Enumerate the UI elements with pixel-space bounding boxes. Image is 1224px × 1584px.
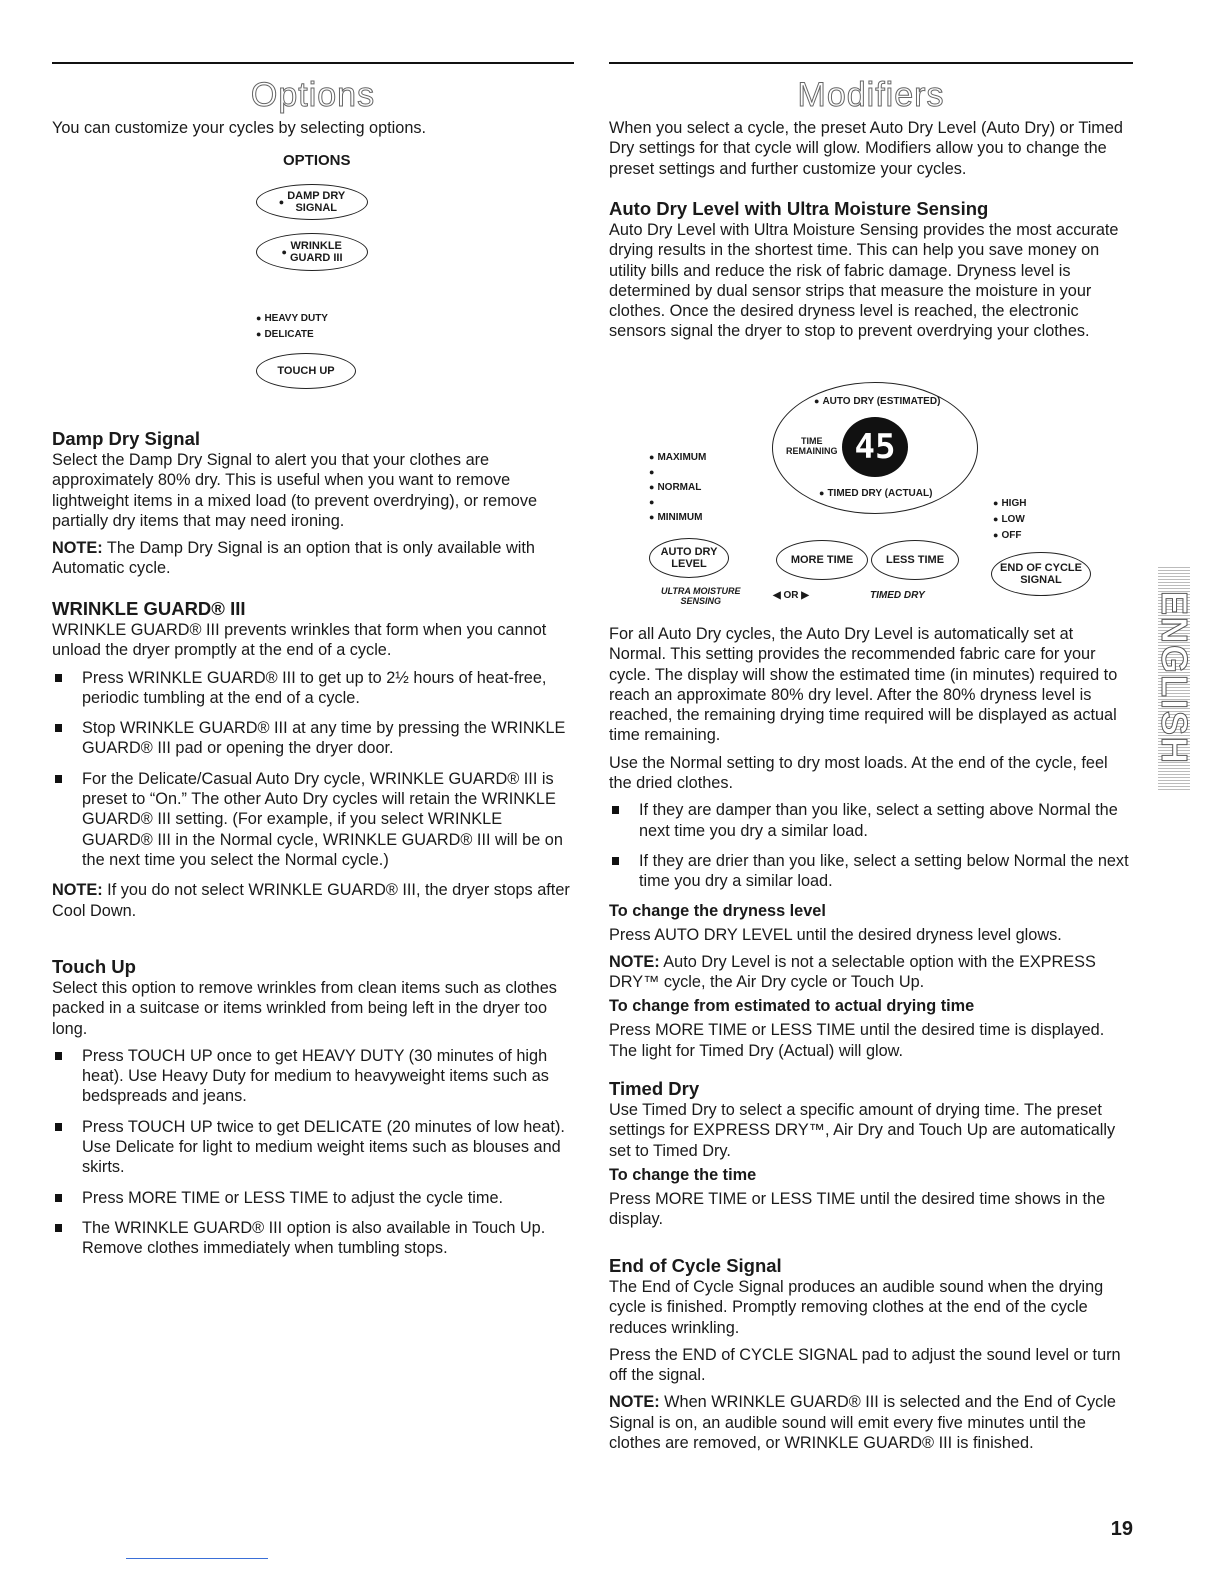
ultra-moisture-label bbox=[661, 586, 741, 606]
footer-link-line bbox=[126, 1558, 268, 1559]
change-time-heading: To change the time bbox=[609, 1165, 757, 1184]
time-line2: REMAINING bbox=[786, 446, 838, 456]
damp-dry-note bbox=[52, 538, 574, 579]
end-of-cycle-signal-button[interactable] bbox=[991, 552, 1091, 596]
note-text: If you do not select WRINKLE GUARD® III, the dryer stops after Cool Down. bbox=[52, 881, 570, 920]
level-minimum: ● MINIMUM bbox=[649, 512, 702, 523]
adl-line2: LEVEL bbox=[671, 558, 707, 570]
change-time-body: Press MORE TIME or LESS TIME until the desired time shows in the display. bbox=[609, 1189, 1106, 1229]
damp-dry-label bbox=[287, 190, 345, 214]
damp-dry-section bbox=[52, 428, 574, 579]
modifiers-title: Modifiers bbox=[797, 76, 945, 114]
list-item: Press WRINKLE GUARD® III to get up to 2½ hours of heat-free, periodic tumbling at the end of a cycle. bbox=[52, 668, 574, 709]
touch-up-heading: Touch Up bbox=[52, 956, 136, 977]
less-time-button[interactable]: LESS TIME bbox=[871, 540, 959, 580]
options-panel-heading: OPTIONS bbox=[283, 152, 351, 169]
list-item: The WRINKLE GUARD® III option is also available in Touch Up. Remove clothes immediately when tumbling stops. bbox=[52, 1218, 574, 1259]
damp-dry-line2: SIGNAL bbox=[295, 202, 337, 214]
heavy-duty-indicator: ● HEAVY DUTY bbox=[256, 313, 328, 324]
control-panel-illustration bbox=[609, 380, 1133, 610]
damp-dry-signal-button[interactable] bbox=[256, 184, 368, 220]
damp-dry-body: Select the Damp Dry Signal to alert you that your clothes are approximately 80% dry. This is useful when you want to remove lightweight items in a mixed load (to prevent overdrying), or remove partially dry items that may need ironing. bbox=[52, 451, 538, 530]
page-number: 19 bbox=[1110, 1518, 1133, 1540]
level-between-2 bbox=[649, 497, 657, 508]
modifiers-intro: When you select a cycle, the preset Auto Dry Level (Auto Dry) or Timed Dry settings for that cycle will glow. Modifiers allow you to change the preset settings and further customize your cycles. bbox=[609, 119, 1123, 178]
end-of-cycle-heading: End of Cycle Signal bbox=[609, 1255, 782, 1276]
wrinkle-guard-note bbox=[52, 880, 574, 921]
delicate-indicator: ● DELICATE bbox=[256, 329, 314, 340]
change-dryness-note bbox=[609, 952, 1133, 993]
time-display: 45 bbox=[842, 417, 908, 477]
sound-high: ● HIGH bbox=[993, 498, 1026, 509]
wrinkle-guard-line1: WRINKLE bbox=[290, 240, 342, 252]
wrinkle-guard-heading: WRINKLE GUARD® III bbox=[52, 598, 246, 619]
eoc-line2: SIGNAL bbox=[1020, 574, 1062, 586]
or-arrows: ◀ OR ▶ bbox=[773, 590, 809, 601]
left-top-rule bbox=[52, 62, 574, 64]
list-item: Press TOUCH UP twice to get DELICATE (20 minutes of low heat). Use Delicate for light to medium weight items such as blouses and skirts. bbox=[52, 1117, 574, 1178]
note-label: NOTE: bbox=[609, 952, 660, 971]
touch-up-button[interactable]: TOUCH UP bbox=[256, 353, 356, 389]
change-est-heading: To change from estimated to actual drying time bbox=[609, 997, 975, 1016]
touch-up-section bbox=[52, 956, 574, 1269]
sound-off: ● OFF bbox=[993, 530, 1021, 541]
damp-dry-indicator bbox=[279, 196, 287, 208]
time-line1: TIME bbox=[801, 436, 823, 446]
auto-dry-body: Auto Dry Level with Ultra Moisture Sensing provides the most accurate drying results in the shortest time. This can help you save money on utility bills and reduce the risk of fabric damage. Dryness level is determined by dual sensor strips that measure the moisture in your clothes. Once the desired dryness level is reached, the electronic sensors signal the dryer to stop to prevent overdrying your clothes. bbox=[609, 221, 1119, 341]
wrinkle-guard-indicator bbox=[282, 246, 290, 258]
eoc-line1: END OF CYCLE bbox=[1000, 562, 1082, 574]
normal-setting-list bbox=[609, 800, 1133, 891]
auto-dry-level-button[interactable] bbox=[649, 538, 729, 578]
right-top-rule bbox=[609, 62, 1133, 64]
note-label: NOTE: bbox=[52, 881, 103, 900]
wrinkle-guard-list bbox=[52, 668, 574, 871]
language-side-tab bbox=[1154, 565, 1196, 790]
note-label: NOTE: bbox=[609, 1393, 660, 1412]
auto-dry-details bbox=[609, 624, 1133, 1061]
timed-dry-actual-indicator: ● TIMED DRY (ACTUAL) bbox=[819, 488, 932, 499]
end-of-cycle-body-2: Press the END of CYCLE SIGNAL pad to adjust the sound level or turn off the signal. bbox=[609, 1345, 1121, 1385]
auto-dry-heading: Auto Dry Level with Ultra Moisture Sensing bbox=[609, 198, 989, 219]
level-between-1 bbox=[649, 467, 657, 478]
list-item: Press TOUCH UP once to get HEAVY DUTY (30 minutes of high heat). Use Heavy Duty for medium to heavyweight items such as bedspreads and jeans. bbox=[52, 1046, 574, 1107]
note-text: Auto Dry Level is not a selectable option with the EXPRESS DRY™ cycle, the Air Dry cycle or Touch Up. bbox=[609, 952, 1096, 992]
adl-line1: AUTO DRY bbox=[660, 546, 718, 558]
eoc-label bbox=[1000, 562, 1082, 586]
end-of-cycle-note bbox=[609, 1392, 1133, 1453]
end-of-cycle-section bbox=[609, 1255, 1133, 1453]
touch-up-body: Select this option to remove wrinkles from clean items such as clothes packed in a suitcase or items wrinkled from being left in the dryer too long. bbox=[52, 979, 557, 1038]
language-label: ENGLISH bbox=[1154, 590, 1196, 765]
note-label: NOTE: bbox=[52, 539, 103, 558]
ultra-line1: ULTRA MOISTURE bbox=[661, 586, 741, 596]
list-item: If they are damper than you like, select a setting above Normal the next time you dry a similar load. bbox=[609, 800, 1133, 841]
list-item: Stop WRINKLE GUARD® III at any time by pressing the WRINKLE GUARD® III pad or opening the dryer door. bbox=[52, 718, 574, 759]
list-item: Press MORE TIME or LESS TIME to adjust the cycle time. bbox=[52, 1188, 574, 1208]
list-item: For the Delicate/Casual Auto Dry cycle, WRINKLE GUARD® III is preset to “On.” The other Auto Dry cycles will retain the WRINKLE GUARD® III setting. (For example, if you select WRINKLE GUARD® III in the Normal cycle, WRINKLE GUARD® III will be on the next time you select the Normal cycle.) bbox=[52, 769, 574, 870]
note-text: When WRINKLE GUARD® III is selected and the End of Cycle Signal is on, an audible sound will emit every five minutes until the clothes are removed, or WRINKLE GUARD® III is finished. bbox=[609, 1393, 1116, 1453]
timed-dry-label: TIMED DRY bbox=[870, 590, 925, 601]
damp-dry-line1: DAMP DRY bbox=[287, 190, 346, 202]
level-maximum: ● MAXIMUM bbox=[649, 452, 706, 463]
wrinkle-guard-label bbox=[290, 240, 343, 264]
options-intro: You can customize your cycles by selecting options. bbox=[52, 119, 427, 137]
change-dryness-heading: To change the dryness level bbox=[609, 901, 826, 920]
auto-dry-para-1: For all Auto Dry cycles, the Auto Dry Level is automatically set at Normal. This setting provides the recommended fabric care for your cycle. The display will show the estimated time (in minutes) required to reach an approximate 80% dry level. After the 80% dryness level is reached, the remaining drying time required will be displayed as actual time remaining. bbox=[609, 625, 1118, 745]
note-text: The Damp Dry Signal is an option that is only available with Automatic cycle. bbox=[52, 539, 535, 578]
auto-dry-estimated-indicator: ● AUTO DRY (ESTIMATED) bbox=[814, 396, 940, 407]
list-item: If they are drier than you like, select a setting below Normal the next time you dry a similar load. bbox=[609, 851, 1133, 892]
end-of-cycle-body-1: The End of Cycle Signal produces an audible sound when the drying cycle is finished. Promptly removing clothes at the end of the cycle reduces wrinkling. bbox=[609, 1278, 1104, 1337]
auto-dry-para-2: Use the Normal setting to dry most loads. At the end of the cycle, feel the dried clothes. bbox=[609, 753, 1108, 793]
ultra-line2: SENSING bbox=[680, 596, 721, 606]
touch-up-list bbox=[52, 1046, 574, 1259]
timed-dry-body: Use Timed Dry to select a specific amount of drying time. The preset settings for EXPRESS DRY™, Air Dry and Touch Up are automatically set to Timed Dry. bbox=[609, 1101, 1116, 1160]
wrinkle-guard-section bbox=[52, 598, 574, 921]
change-dryness-body: Press AUTO DRY LEVEL until the desired dryness level glows. bbox=[609, 925, 1062, 944]
wrinkle-guard-body: WRINKLE GUARD® III prevents wrinkles that form when you cannot unload the dryer promptly at the end of a cycle. bbox=[52, 621, 547, 660]
timed-dry-section bbox=[609, 1078, 1133, 1229]
options-title: Options bbox=[250, 76, 376, 114]
auto-dry-level-label bbox=[661, 546, 718, 570]
timed-dry-heading: Timed Dry bbox=[609, 1078, 700, 1099]
more-time-button[interactable]: MORE TIME bbox=[776, 540, 868, 580]
change-est-body: Press MORE TIME or LESS TIME until the desired time is displayed. The light for Timed Dry (Actual) will glow. bbox=[609, 1021, 1105, 1060]
sound-low: ● LOW bbox=[993, 514, 1025, 525]
damp-dry-heading: Damp Dry Signal bbox=[52, 428, 201, 449]
auto-dry-section bbox=[609, 198, 1133, 342]
wrinkle-guard-line2: GUARD III bbox=[289, 252, 343, 264]
time-remaining-label bbox=[786, 436, 838, 456]
wrinkle-guard-button[interactable] bbox=[256, 233, 368, 271]
level-normal: ● NORMAL bbox=[649, 482, 701, 493]
